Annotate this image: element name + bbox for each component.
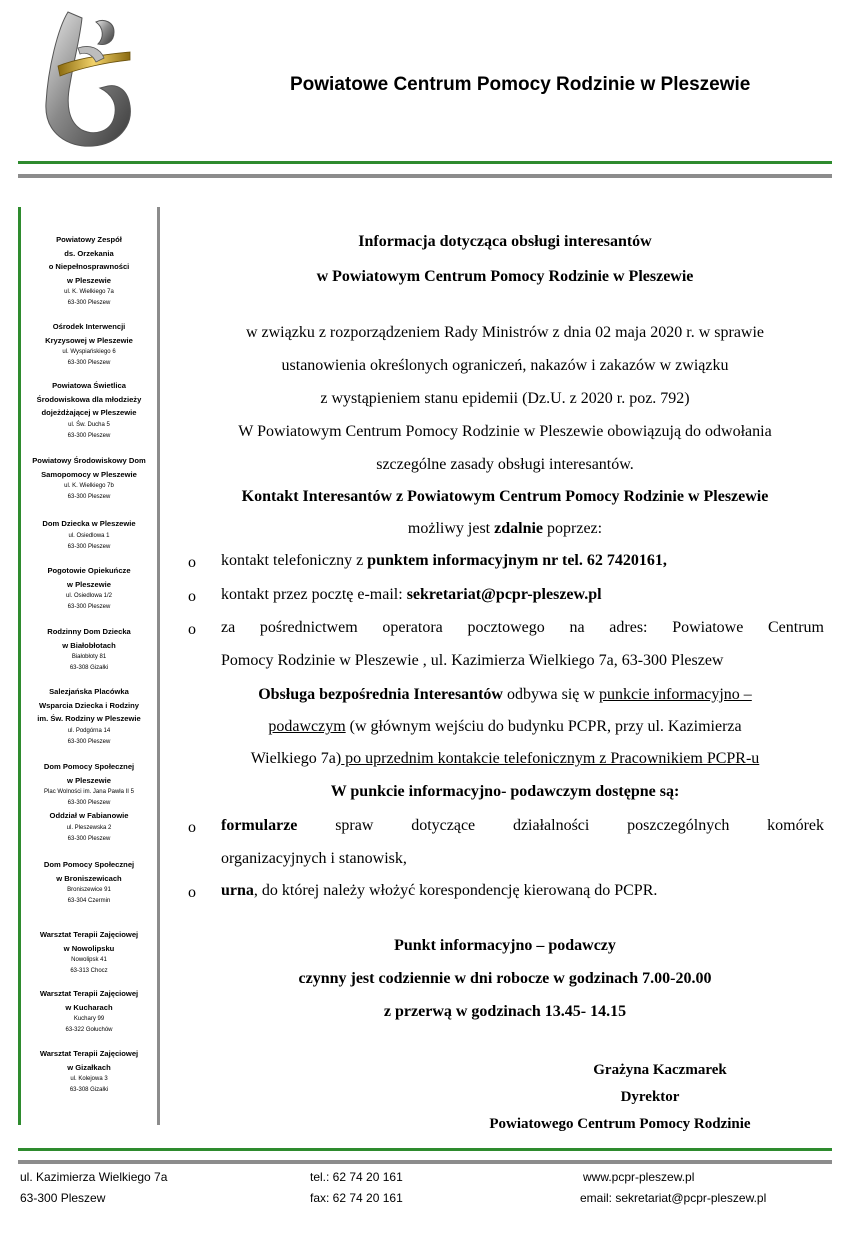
direct-service-emphasis: Obsługa bezpośrednia Interesantów [258, 686, 503, 703]
unit-name: Warsztat Terapii Zajęciowej [39, 930, 139, 939]
unit-address: Plac Wolności im. Jana Pawła II 5 [44, 789, 134, 795]
list-item-emphasis: punktem informacyjnym nr tel. 62 7420161, [367, 552, 667, 569]
contact-sub-emphasis: zdalnie [494, 520, 544, 537]
header-divider-gray [18, 174, 832, 178]
announcement-heading: Informacja dotycząca obsługi interesantów [358, 233, 652, 250]
unit-address: 63-300 Pleszew [67, 543, 111, 550]
sidebar-unit [22, 760, 156, 845]
list-bullet: o [188, 621, 196, 638]
unit-name: Środowiskowa dla młodzieży [36, 394, 142, 404]
unit-name: w Kucharach [65, 1002, 113, 1012]
list-item-forms [221, 817, 824, 835]
unit-address: 63-308 Gizałki [69, 1087, 109, 1093]
unit-name: Powiatowy Środowiskowy Dom [32, 456, 146, 465]
unit-name: Powiatowa Świetlica [52, 381, 126, 390]
sidebar-unit [22, 517, 156, 553]
signature-name: Grażyna Kaczmarek [593, 1062, 727, 1078]
sidebar-unit [22, 233, 156, 309]
pcpr-logo [38, 8, 138, 150]
unit-address: 63-300 Pleszew [67, 432, 111, 439]
footer-email-link[interactable]: email: sekretariat@pcpr-pleszew.pl [580, 1191, 767, 1205]
intro-text: ustanowienia określonych ograniczeń, nakazów i zakazów w związku [281, 357, 729, 374]
intro-text: z wystąpieniem stanu epidemii (Dz.U. z 2020 r. poz. 792) [320, 390, 690, 407]
unit-name: w Gizałkach [67, 1062, 111, 1072]
list-item-post: Pomocy Rodzinie w Pleszewie , ul. Kazimierza Wielkiego 7a, 63-300 Pleszew [221, 652, 724, 669]
available-heading: W punkcie informacyjno- podawczym dostępne są: [330, 783, 680, 800]
unit-name: Dom Pomocy Społecznej [43, 762, 135, 771]
unit-name: Powiatowy Zespół [56, 235, 122, 244]
list-item-emphasis: formularze [221, 817, 298, 834]
sidebar-unit [22, 379, 156, 442]
direct-service-text-part: odbywa się w [502, 686, 599, 703]
unit-address: 63-300 Pleszew [67, 300, 111, 306]
unit-address: 63-308 Gizałki [69, 665, 109, 671]
unit-address: 63-300 Pleszew [67, 835, 111, 842]
unit-address: 63-304 Czermin [67, 898, 111, 904]
list-bullet: o [188, 554, 196, 571]
unit-name: im. Św. Rodziny w Pleszewie [37, 714, 141, 723]
signature-title: Dyrektor [620, 1089, 680, 1105]
email-address: sekretariat@pcpr-pleszew.pl [406, 586, 602, 603]
unit-name: Warsztat Terapii Zajęciowej [39, 989, 139, 998]
direct-service-text [180, 750, 830, 768]
unit-name: Salezjańska Placówka [49, 687, 129, 696]
footer-divider-green [18, 1148, 832, 1151]
unit-name: Rodzinny Dom Dziecka [47, 627, 131, 636]
list-item-email [221, 586, 824, 604]
footer-fax: fax: 62 74 20 161 [310, 1191, 403, 1205]
sidebar-border-right [157, 207, 160, 1125]
list-item-forms: organizacyjnych i stanowisk, [221, 850, 407, 867]
unit-name: Dom Dziecka w Pleszewie [42, 519, 136, 528]
sidebar-unit [22, 685, 156, 748]
announcement-subheading: w Powiatowym Centrum Pomocy Rodzinie w Pleszewie [316, 268, 694, 285]
footer-street: ul. Kazimierza Wielkiego 7a [20, 1170, 168, 1184]
unit-name: Warsztat Terapii Zajęciowej [39, 1049, 139, 1058]
unit-name: Samopomocy w Pleszewie [41, 469, 137, 479]
list-bullet: o [188, 884, 196, 901]
footer-city: 63-300 Pleszew [20, 1191, 106, 1205]
unit-name: ds. Orzekania [64, 248, 114, 258]
direct-service-text-part: (w głównym wejściu do budynku PCPR, przy ul. Kazimierza [345, 718, 742, 735]
unit-address: 63-300 Pleszew [67, 494, 111, 500]
unit-name: Dom Pomocy Społecznej [43, 860, 135, 869]
direct-service-text-part: Wielkiego 7a) [250, 750, 342, 767]
unit-address: Nowolipsk 41 [71, 957, 107, 963]
unit-address: ul. Wyspiańskiego 6 [62, 349, 116, 355]
direct-service-text [180, 718, 830, 736]
hours-text: czynny jest codziennie w dni robocze w godzinach 7.00-20.00 [298, 970, 712, 987]
sidebar-unit [22, 858, 156, 907]
unit-name: Wsparcia Dziecka i Rodziny [38, 700, 140, 710]
list-item-post: za pośrednictwem operatora pocztowego na adres: Powiatowe Centrum [221, 619, 824, 636]
footer-website-link[interactable]: www.pcpr-pleszew.pl [583, 1170, 695, 1184]
sidebar-unit [22, 987, 156, 1036]
hours-heading: Punkt informacyjno – podawczy [394, 937, 616, 954]
list-bullet: o [188, 588, 196, 605]
unit-name: w Pleszewie [67, 579, 111, 589]
organization-title: Powiatowe Centrum Pomocy Rodzinie w Pleszewie [290, 74, 751, 95]
unit-name: w Pleszewie [67, 275, 111, 285]
intro-text: szczególne zasady obsługi interesantów. [376, 456, 634, 473]
sidebar-unit [22, 454, 156, 503]
unit-address: ul. K. Wielkiego 7b [64, 483, 114, 489]
unit-address: ul. Osiedlowa 1/2 [65, 593, 113, 599]
unit-address: 63-300 Pleszew [67, 800, 111, 806]
unit-address: 63-300 Pleszew [67, 360, 111, 366]
direct-service-underlined: po uprzednim kontakcie telefonicznym z Pracownikiem PCPR-u [341, 750, 760, 767]
unit-address: 63-313 Chocz [70, 968, 108, 974]
direct-service-text [180, 686, 830, 704]
sidebar-unit [22, 320, 156, 369]
unit-address: Białobłoty 81 [71, 654, 107, 660]
unit-address: ul. Św. Ducha 5 [68, 421, 110, 428]
unit-address: Broniszewice 91 [67, 887, 111, 893]
footer-phone: tel.: 62 74 20 161 [310, 1170, 403, 1184]
unit-name: o Niepełnosprawności [48, 262, 130, 271]
unit-name: w Broniszewicach [56, 873, 122, 883]
unit-address: ul. Osiedlowa 1 [68, 532, 110, 539]
unit-name: w Nowolipsku [63, 943, 115, 953]
sidebar-units-list [18, 207, 160, 1125]
unit-name: Kryzysowej w Pleszewie [45, 335, 133, 345]
unit-address: 63-300 Pleszew [67, 604, 111, 610]
unit-address: ul. K. Wielkiego 7a [64, 289, 114, 295]
direct-service-underlined: punkcie informacyjno – [598, 686, 752, 703]
contact-subheading [180, 520, 830, 538]
list-item-phone [221, 552, 824, 570]
intro-text: W Powiatowym Centrum Pomocy Rodzinie w Pleszewie obowiązują do odwołania [238, 423, 772, 440]
unit-name: Pogotowie Opiekuńcze [47, 566, 131, 575]
intro-text: w związku z rozporządzeniem Rady Ministrów z dnia 02 maja 2020 r. w sprawie [245, 324, 765, 341]
contact-sub-text: poprzez: [543, 520, 603, 537]
list-item-text: , do której należy włożyć korespondencję kierowaną do PCPR. [253, 882, 658, 899]
signature-organization: Powiatowego Centrum Pomocy Rodzinie [489, 1116, 751, 1132]
list-item-urn [221, 882, 824, 900]
unit-name: Oddział w Fabianowie [49, 811, 129, 820]
list-item-emphasis: urna [221, 882, 254, 899]
sidebar-unit [22, 1047, 156, 1096]
list-item-text: kontakt przez pocztę e-mail: [221, 586, 407, 603]
contact-heading: Kontakt Interesantów z Powiatowym Centrum Pomocy Rodzinie w Pleszewie [241, 488, 769, 505]
footer-divider-gray [18, 1160, 832, 1164]
unit-address: ul. Podgórna 14 [67, 727, 111, 734]
direct-service-underlined: podawczym [268, 718, 346, 735]
sidebar-unit [22, 625, 156, 674]
unit-address: 63-322 Gołuchów [65, 1027, 113, 1033]
unit-address: Kuchary 99 [73, 1016, 105, 1022]
unit-address: ul. Kolejowa 3 [70, 1076, 108, 1082]
sidebar-border-left [18, 207, 21, 1125]
list-item-text: kontakt telefoniczny z [221, 552, 368, 569]
unit-name: w Białobłotach [62, 640, 116, 650]
hours-break-text: z przerwą w godzinach 13.45- 14.15 [383, 1003, 627, 1020]
list-bullet: o [188, 819, 196, 836]
unit-name: Ośrodek Interwencji [52, 322, 126, 331]
unit-address: 63-300 Pleszew [67, 738, 111, 745]
unit-name: w Pleszewie [67, 775, 111, 785]
contact-sub-text: możliwy jest [407, 520, 495, 537]
unit-address: ul. Pleszewska 2 [66, 824, 112, 831]
list-item-text: spraw dotyczące działalności poszczególnych komórek [297, 817, 824, 834]
sidebar-unit [22, 928, 156, 977]
header-divider-green [18, 161, 832, 164]
sidebar-unit [22, 564, 156, 613]
unit-name: dojeżdżającej w Pleszewie [41, 408, 137, 417]
